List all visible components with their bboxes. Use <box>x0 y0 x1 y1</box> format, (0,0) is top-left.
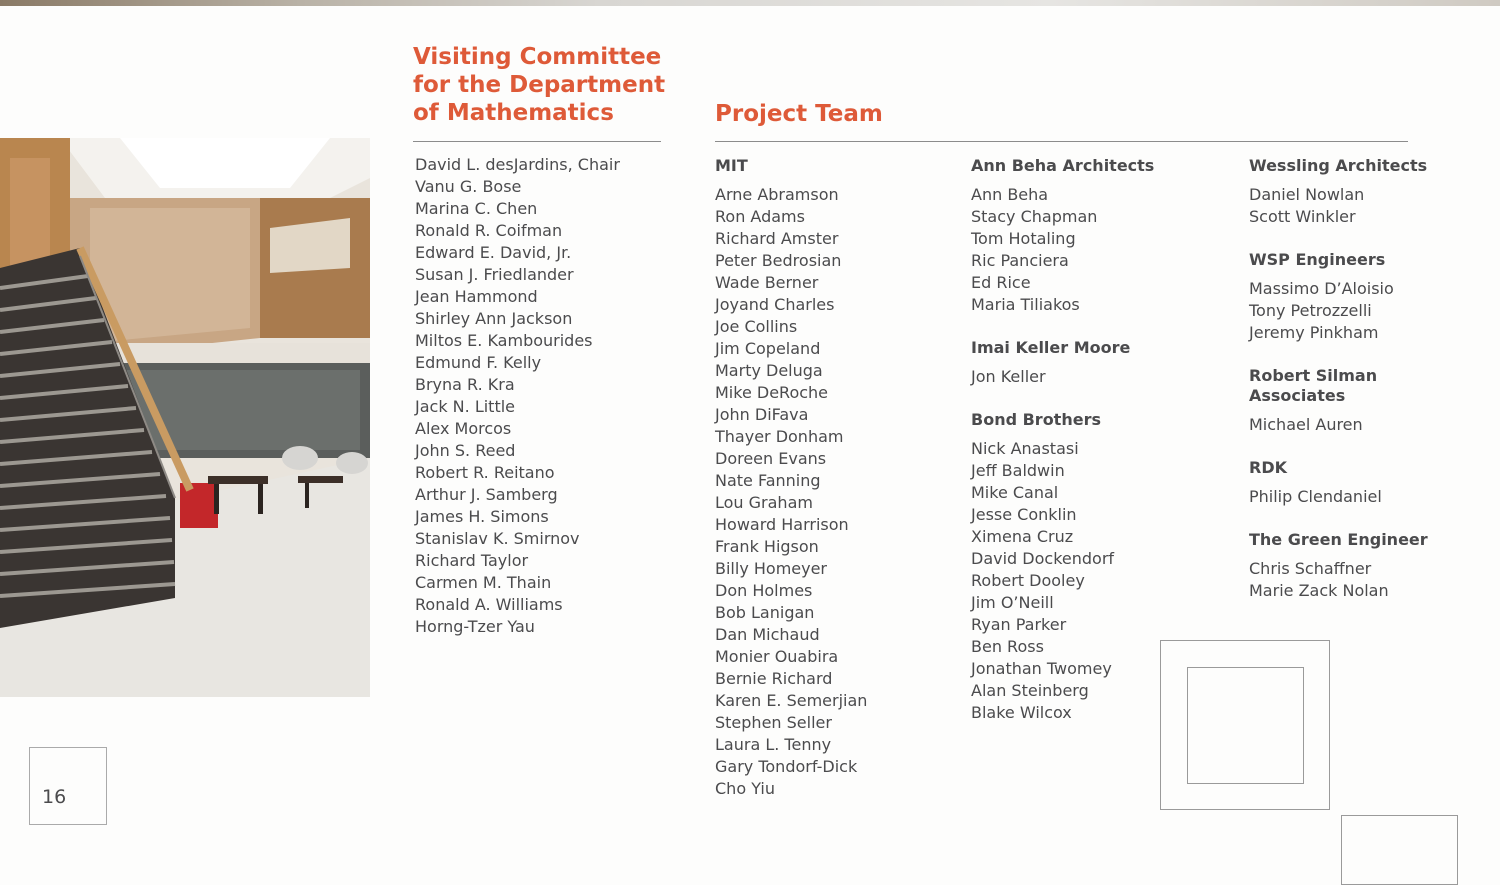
team-member-list <box>1249 414 1469 436</box>
team-member: Richard Amster <box>715 229 839 248</box>
team-member: Joyand Charles <box>715 295 835 314</box>
committee-member: Ronald A. Williams <box>415 595 563 614</box>
team-member: Massimo D’Aloisio <box>1249 279 1394 298</box>
team-member: Stephen Seller <box>715 713 832 732</box>
committee-member: Ronald R. Coifman <box>415 221 563 240</box>
team-member: Philip Clendaniel <box>1249 487 1382 506</box>
team-member: Nick Anastasi <box>971 439 1079 458</box>
committee-member: Miltos E. Kambourides <box>415 331 593 350</box>
team-member-list <box>971 366 1231 388</box>
committee-member: James H. Simons <box>415 507 549 526</box>
visiting-committee-list <box>415 154 620 638</box>
team-member: Wade Berner <box>715 273 819 292</box>
decorative-square-inner <box>1187 667 1304 784</box>
team-member: Ric Panciera <box>971 251 1069 270</box>
committee-member: Bryna R. Kra <box>415 375 515 394</box>
team-member: Stacy Chapman <box>971 207 1098 226</box>
team-member: Marie Zack Nolan <box>1249 581 1389 600</box>
team-member: Karen E. Semerjian <box>715 691 868 710</box>
top-edge-strip <box>0 0 1500 6</box>
team-member: Bob Lanigan <box>715 603 815 622</box>
committee-member: Alex Morcos <box>415 419 512 438</box>
project-team-column-1 <box>715 156 955 822</box>
team-member: Maria Tiliakos <box>971 295 1080 314</box>
team-member: Jesse Conklin <box>971 505 1077 524</box>
heading-line-3: of Mathematics <box>413 100 614 126</box>
committee-member: Shirley Ann Jackson <box>415 309 573 328</box>
team-section <box>971 338 1231 388</box>
page-number-box <box>29 747 107 825</box>
committee-member: Susan J. Friedlander <box>415 265 574 284</box>
committee-member: Stanislav K. Smirnov <box>415 529 580 548</box>
visiting-committee-rule <box>413 141 661 142</box>
team-member-list <box>1249 184 1469 228</box>
team-member: Ben Ross <box>971 637 1044 656</box>
team-member: Frank Higson <box>715 537 819 556</box>
team-member: Doreen Evans <box>715 449 827 468</box>
team-member: Marty Deluga <box>715 361 823 380</box>
committee-member: Marina C. Chen <box>415 199 538 218</box>
team-section <box>1249 366 1469 436</box>
team-member: David Dockendorf <box>971 549 1115 568</box>
heading-line-2: for the Department <box>413 72 666 98</box>
committee-member: John S. Reed <box>415 441 516 460</box>
team-member: Ryan Parker <box>971 615 1067 634</box>
team-member: Michael Auren <box>1249 415 1363 434</box>
team-section <box>1249 250 1469 344</box>
team-section-title: MIT <box>715 156 748 175</box>
team-section <box>1249 530 1469 602</box>
atrium-photo <box>0 138 370 697</box>
team-member: Dan Michaud <box>715 625 820 644</box>
committee-member: Edward E. David, Jr. <box>415 243 572 262</box>
team-member: Lou Graham <box>715 493 813 512</box>
team-member: Monier Ouabira <box>715 647 839 666</box>
committee-member: Jean Hammond <box>415 287 538 306</box>
team-member: Ximena Cruz <box>971 527 1074 546</box>
team-member: Alan Steinberg <box>971 681 1089 700</box>
page-number: 16 <box>42 786 67 808</box>
team-member-list <box>1249 558 1469 602</box>
team-member: Bernie Richard <box>715 669 833 688</box>
team-section-title: Wessling Architects <box>1249 156 1428 175</box>
team-section <box>715 156 955 800</box>
team-member: Scott Winkler <box>1249 207 1356 226</box>
team-section-title: Bond Brothers <box>971 410 1101 429</box>
team-member: Jim Copeland <box>715 339 821 358</box>
team-section-title: Imai Keller Moore <box>971 338 1131 357</box>
visiting-committee-heading <box>413 43 665 127</box>
committee-member: Vanu G. Bose <box>415 177 522 196</box>
team-section <box>1249 156 1469 228</box>
team-section-title: RDK <box>1249 458 1287 477</box>
team-member: Robert Dooley <box>971 571 1085 590</box>
team-member: Jonathan Twomey <box>971 659 1112 678</box>
team-member: Nate Fanning <box>715 471 821 490</box>
team-member: Don Holmes <box>715 581 813 600</box>
team-member: Laura L. Tenny <box>715 735 832 754</box>
committee-member: Richard Taylor <box>415 551 529 570</box>
team-section-title: Robert Silman Associates <box>1249 366 1378 405</box>
team-member: Tom Hotaling <box>971 229 1076 248</box>
team-member: Blake Wilcox <box>971 703 1072 722</box>
committee-member: Robert R. Reitano <box>415 463 555 482</box>
team-member: Chris Schaffner <box>1249 559 1372 578</box>
team-member: Peter Bedrosian <box>715 251 842 270</box>
team-member: Tony Petrozzelli <box>1249 301 1372 320</box>
committee-member: Carmen M. Thain <box>415 573 552 592</box>
team-member: Howard Harrison <box>715 515 849 534</box>
team-member: Mike DeRoche <box>715 383 829 402</box>
heading-line-1: Visiting Committee <box>413 44 662 70</box>
team-section <box>1249 458 1469 508</box>
team-member-list <box>715 184 955 800</box>
team-member: Mike Canal <box>971 483 1059 502</box>
committee-member: David L. desJardins, Chair <box>415 155 620 174</box>
decorative-square-corner <box>1341 815 1458 885</box>
team-member: Gary Tondorf-Dick <box>715 757 858 776</box>
team-member-list <box>1249 278 1469 344</box>
team-member: Arne Abramson <box>715 185 839 204</box>
team-member: Jim O’Neill <box>971 593 1054 612</box>
team-member-list <box>1249 486 1469 508</box>
committee-member: Edmund F. Kelly <box>415 353 542 372</box>
team-member: John DiFava <box>715 405 809 424</box>
team-member: Joe Collins <box>715 317 798 336</box>
team-member: Daniel Nowlan <box>1249 185 1365 204</box>
team-section-title: WSP Engineers <box>1249 250 1386 269</box>
team-member: Jeff Baldwin <box>971 461 1065 480</box>
committee-member: Jack N. Little <box>415 397 516 416</box>
team-member: Ed Rice <box>971 273 1031 292</box>
team-member: Jon Keller <box>971 367 1046 386</box>
team-section <box>971 156 1231 316</box>
project-team-rule <box>715 141 1408 142</box>
team-member: Ann Beha <box>971 185 1049 204</box>
team-member: Thayer Donham <box>715 427 844 446</box>
committee-member: Horng-Tzer Yau <box>415 617 535 636</box>
team-member-list <box>971 184 1231 316</box>
committee-member: Arthur J. Samberg <box>415 485 558 504</box>
team-section-title: The Green Engineer <box>1249 530 1428 549</box>
project-team-column-3 <box>1249 156 1469 624</box>
project-team-heading: Project Team <box>715 101 883 127</box>
team-member: Ron Adams <box>715 207 805 226</box>
team-member: Jeremy Pinkham <box>1249 323 1379 342</box>
team-member: Billy Homeyer <box>715 559 828 578</box>
team-section-title: Ann Beha Architects <box>971 156 1155 175</box>
team-member: Cho Yiu <box>715 779 775 798</box>
